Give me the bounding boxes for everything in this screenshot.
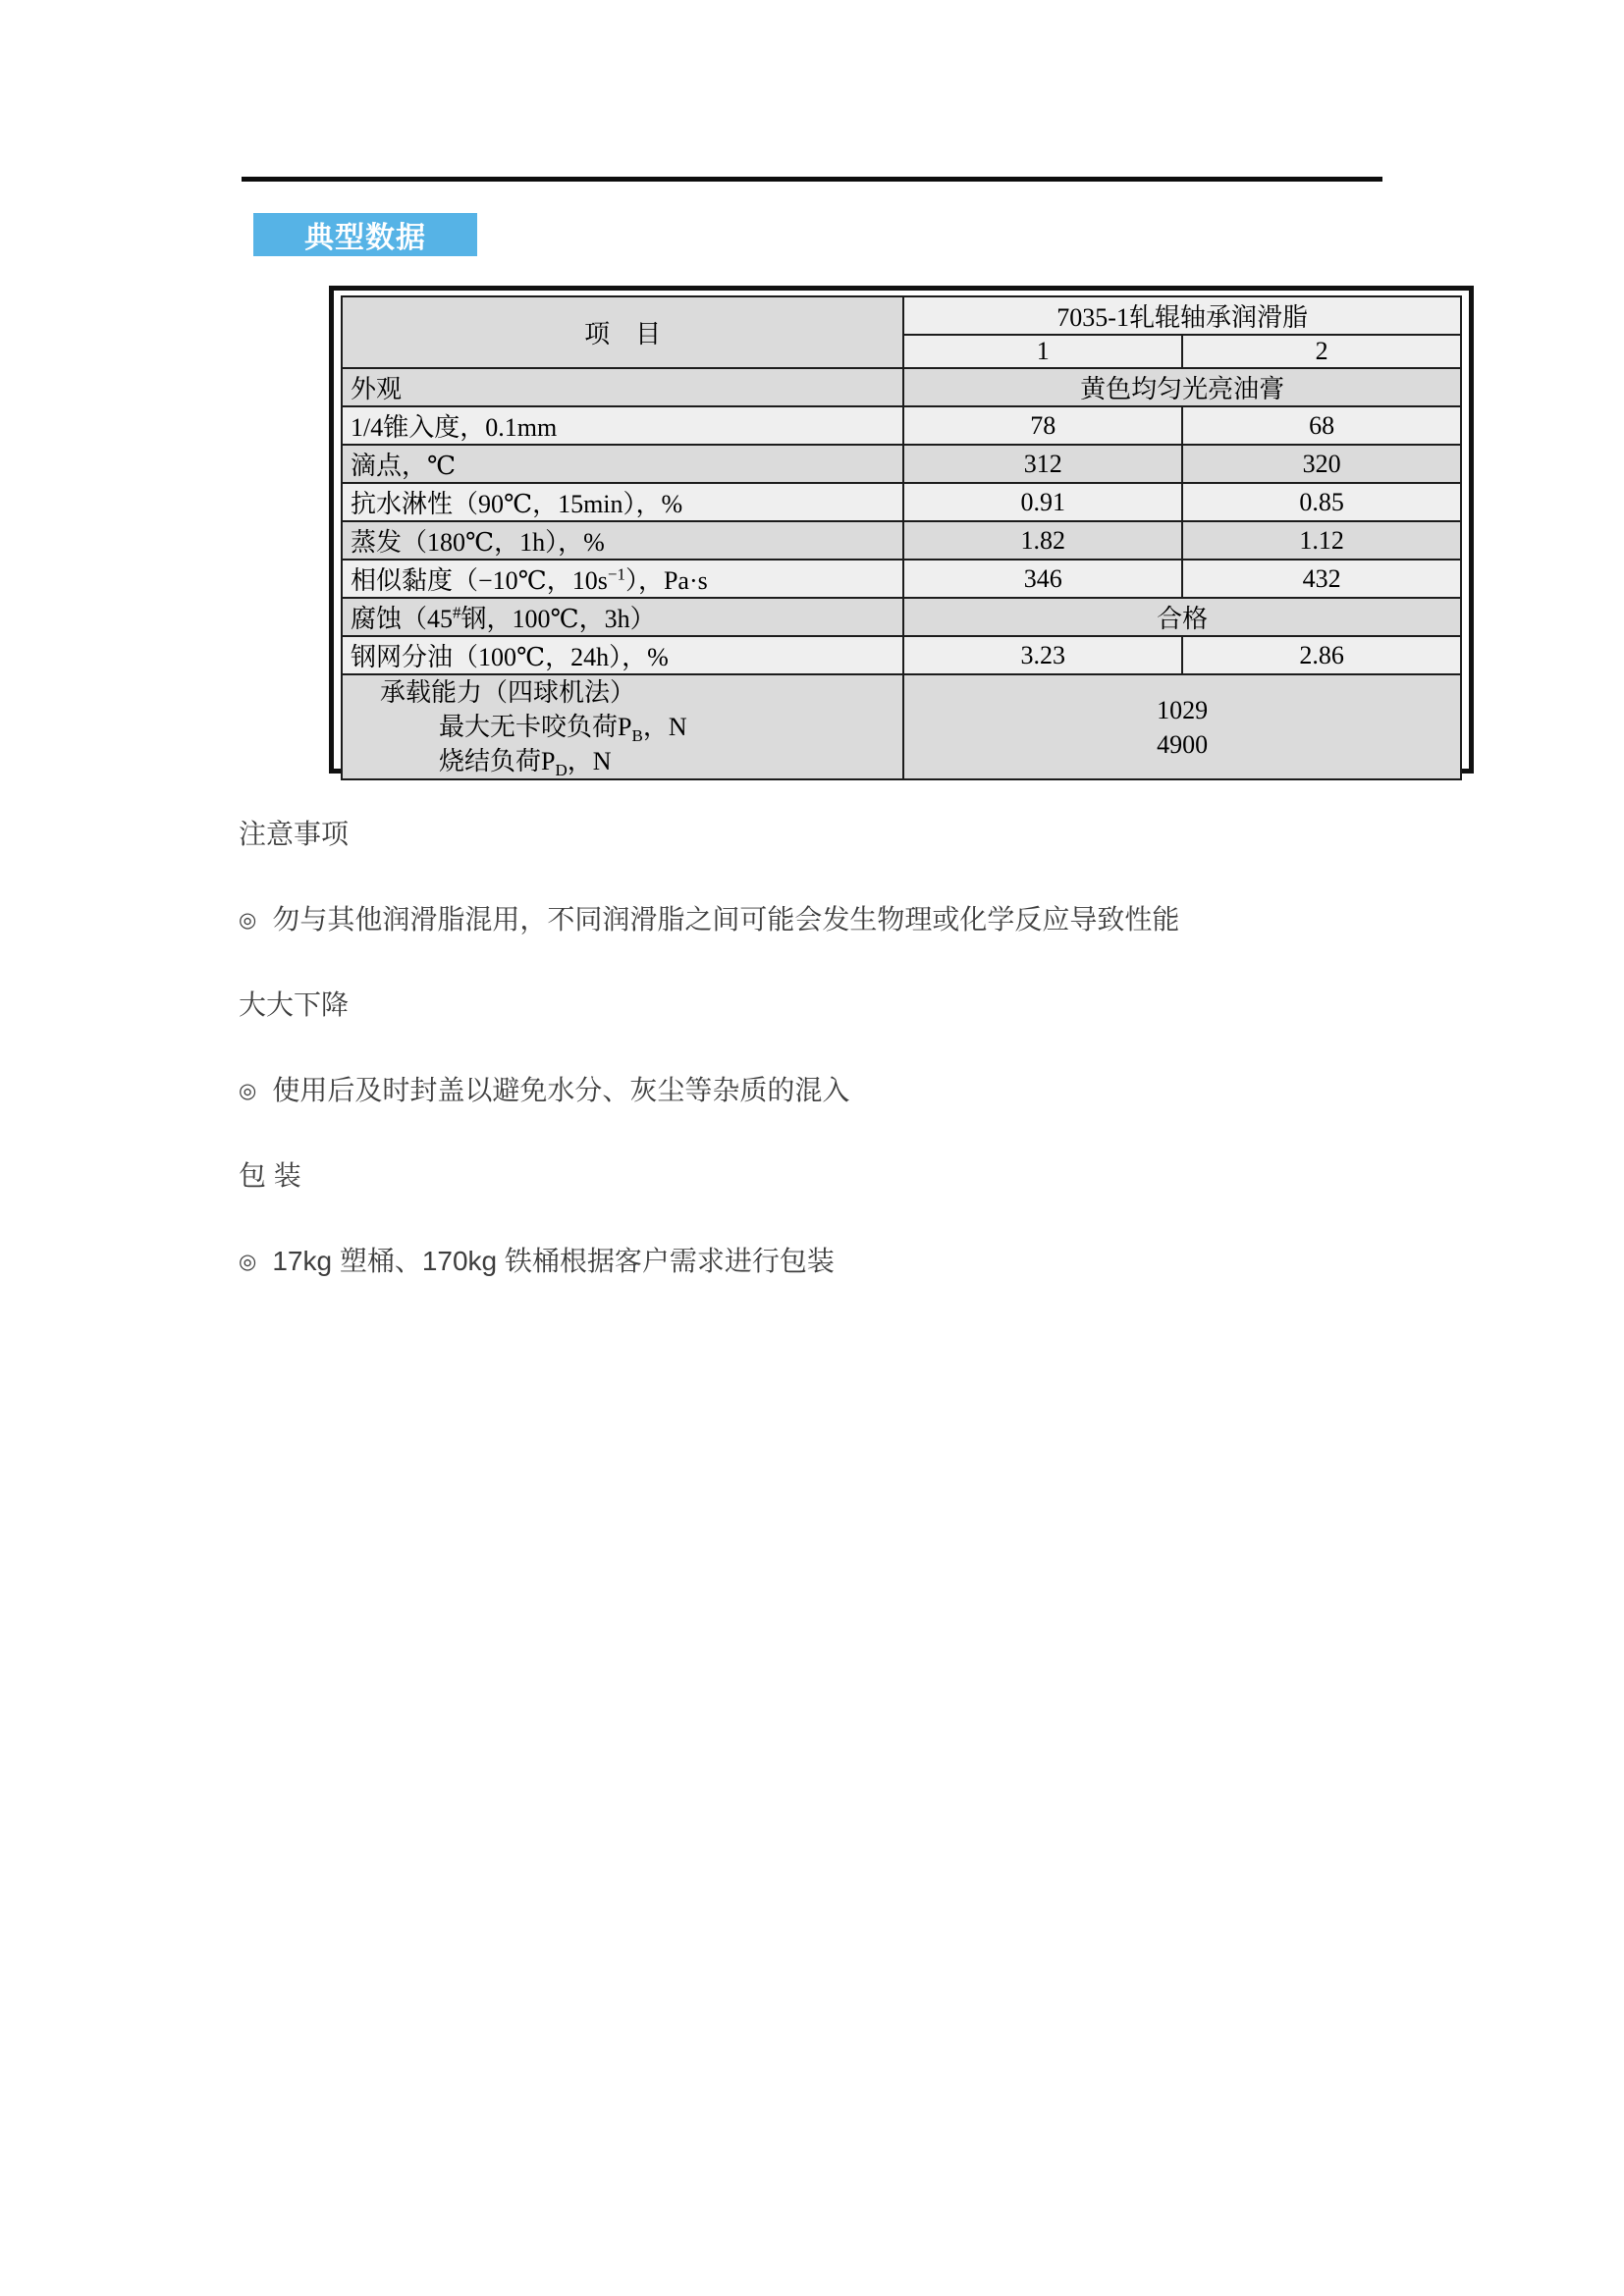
table-row-appearance [342,368,1461,406]
load-capacity-pd-value: 4900 [1157,729,1209,759]
drop-point-label: 滴点，℃ [342,445,903,483]
load-capacity-pb-label: 最大无卡咬负荷$P_B$，N [439,713,687,746]
table-row-load-capacity [342,674,1461,779]
notes-item-1-text: 勿与其他润滑脂混用，不同润滑脂之间可能会发生物理或化学反应导致性能 [272,904,1180,934]
table-row-corrosion [342,598,1461,636]
section-title: 典型数据 [304,222,426,254]
appearance-label: 外观 [342,368,903,406]
penetration-value-2: 68 [1182,406,1461,445]
table-row-water-resistance [342,483,1461,521]
evaporation-label: 蒸发（180℃，1h），% [342,521,903,560]
drop-point-value-1: 312 [903,445,1182,483]
table-row-oil-separation [342,636,1461,674]
load-capacity-title: 承载能力（四球机法） [380,678,636,707]
table-row-penetration [342,406,1461,445]
notes-item-2 [239,1074,849,1110]
corrosion-value: 合格 [903,598,1461,636]
typical-data-table-frame [329,286,1474,779]
oil-separation-label: 钢网分油（100℃，24h），% [342,636,903,674]
viscosity-label: 相似黏度（−10℃，$10s^{-1}$），Pa·s [342,560,903,598]
notes-item-1-continued: 大大下降 [239,989,350,1020]
horizontal-rule [242,177,1382,182]
notes-item-1 [239,903,1179,939]
bullet-icon: ◎ [239,909,257,932]
water-resistance-label: 抗水淋性（90℃，15min），% [342,483,903,521]
table-row-header-product [342,296,1461,335]
load-capacity-pb-value: 1029 [1157,695,1209,724]
load-capacity-values [903,674,1461,779]
bullet-icon: ◎ [239,1080,257,1102]
water-resistance-value-2: 0.85 [1182,483,1461,521]
oil-separation-value-2: 2.86 [1182,636,1461,674]
table-row-viscosity [342,560,1461,598]
bullet-icon: ◎ [239,1251,257,1273]
header-product-cell: 7035-1轧辊轴承润滑脂 [903,296,1461,335]
corrosion-label: 腐蚀（45#钢，100℃，3h） [342,598,903,636]
penetration-label: 1/4锥入度，0.1mm [342,406,903,445]
notes-item-2-text: 使用后及时封盖以避免水分、灰尘等杂质的混入 [272,1075,850,1105]
appearance-value: 黄色均匀光亮油膏 [903,368,1461,406]
load-capacity-pd-label: 烧结负荷$P_D$，N [439,747,612,779]
viscosity-value-1: 346 [903,560,1182,598]
oil-separation-value-1: 3.23 [903,636,1182,674]
header-col2-cell: 2 [1182,335,1461,368]
section-title-badge [253,213,477,256]
penetration-value-1: 78 [903,406,1182,445]
header-item-cell: 项 目 [342,296,903,368]
evaporation-value-1: 1.82 [903,521,1182,560]
table-row-drop-point [342,445,1461,483]
packaging-item-1-text: 17kg 塑桶、170kg 铁桶根据客户需求进行包装 [272,1246,835,1276]
drop-point-value-2: 320 [1182,445,1461,483]
water-resistance-value-1: 0.91 [903,483,1182,521]
load-capacity-label [342,674,903,779]
typical-data-table [341,295,1462,780]
header-col1-cell: 1 [903,335,1182,368]
evaporation-value-2: 1.12 [1182,521,1461,560]
packaging-item-1 [239,1245,835,1281]
viscosity-value-2: 432 [1182,560,1461,598]
packaging-title: 包 装 [239,1160,301,1191]
table-row-evaporation [342,521,1461,560]
notes-title: 注意事项 [239,819,350,849]
